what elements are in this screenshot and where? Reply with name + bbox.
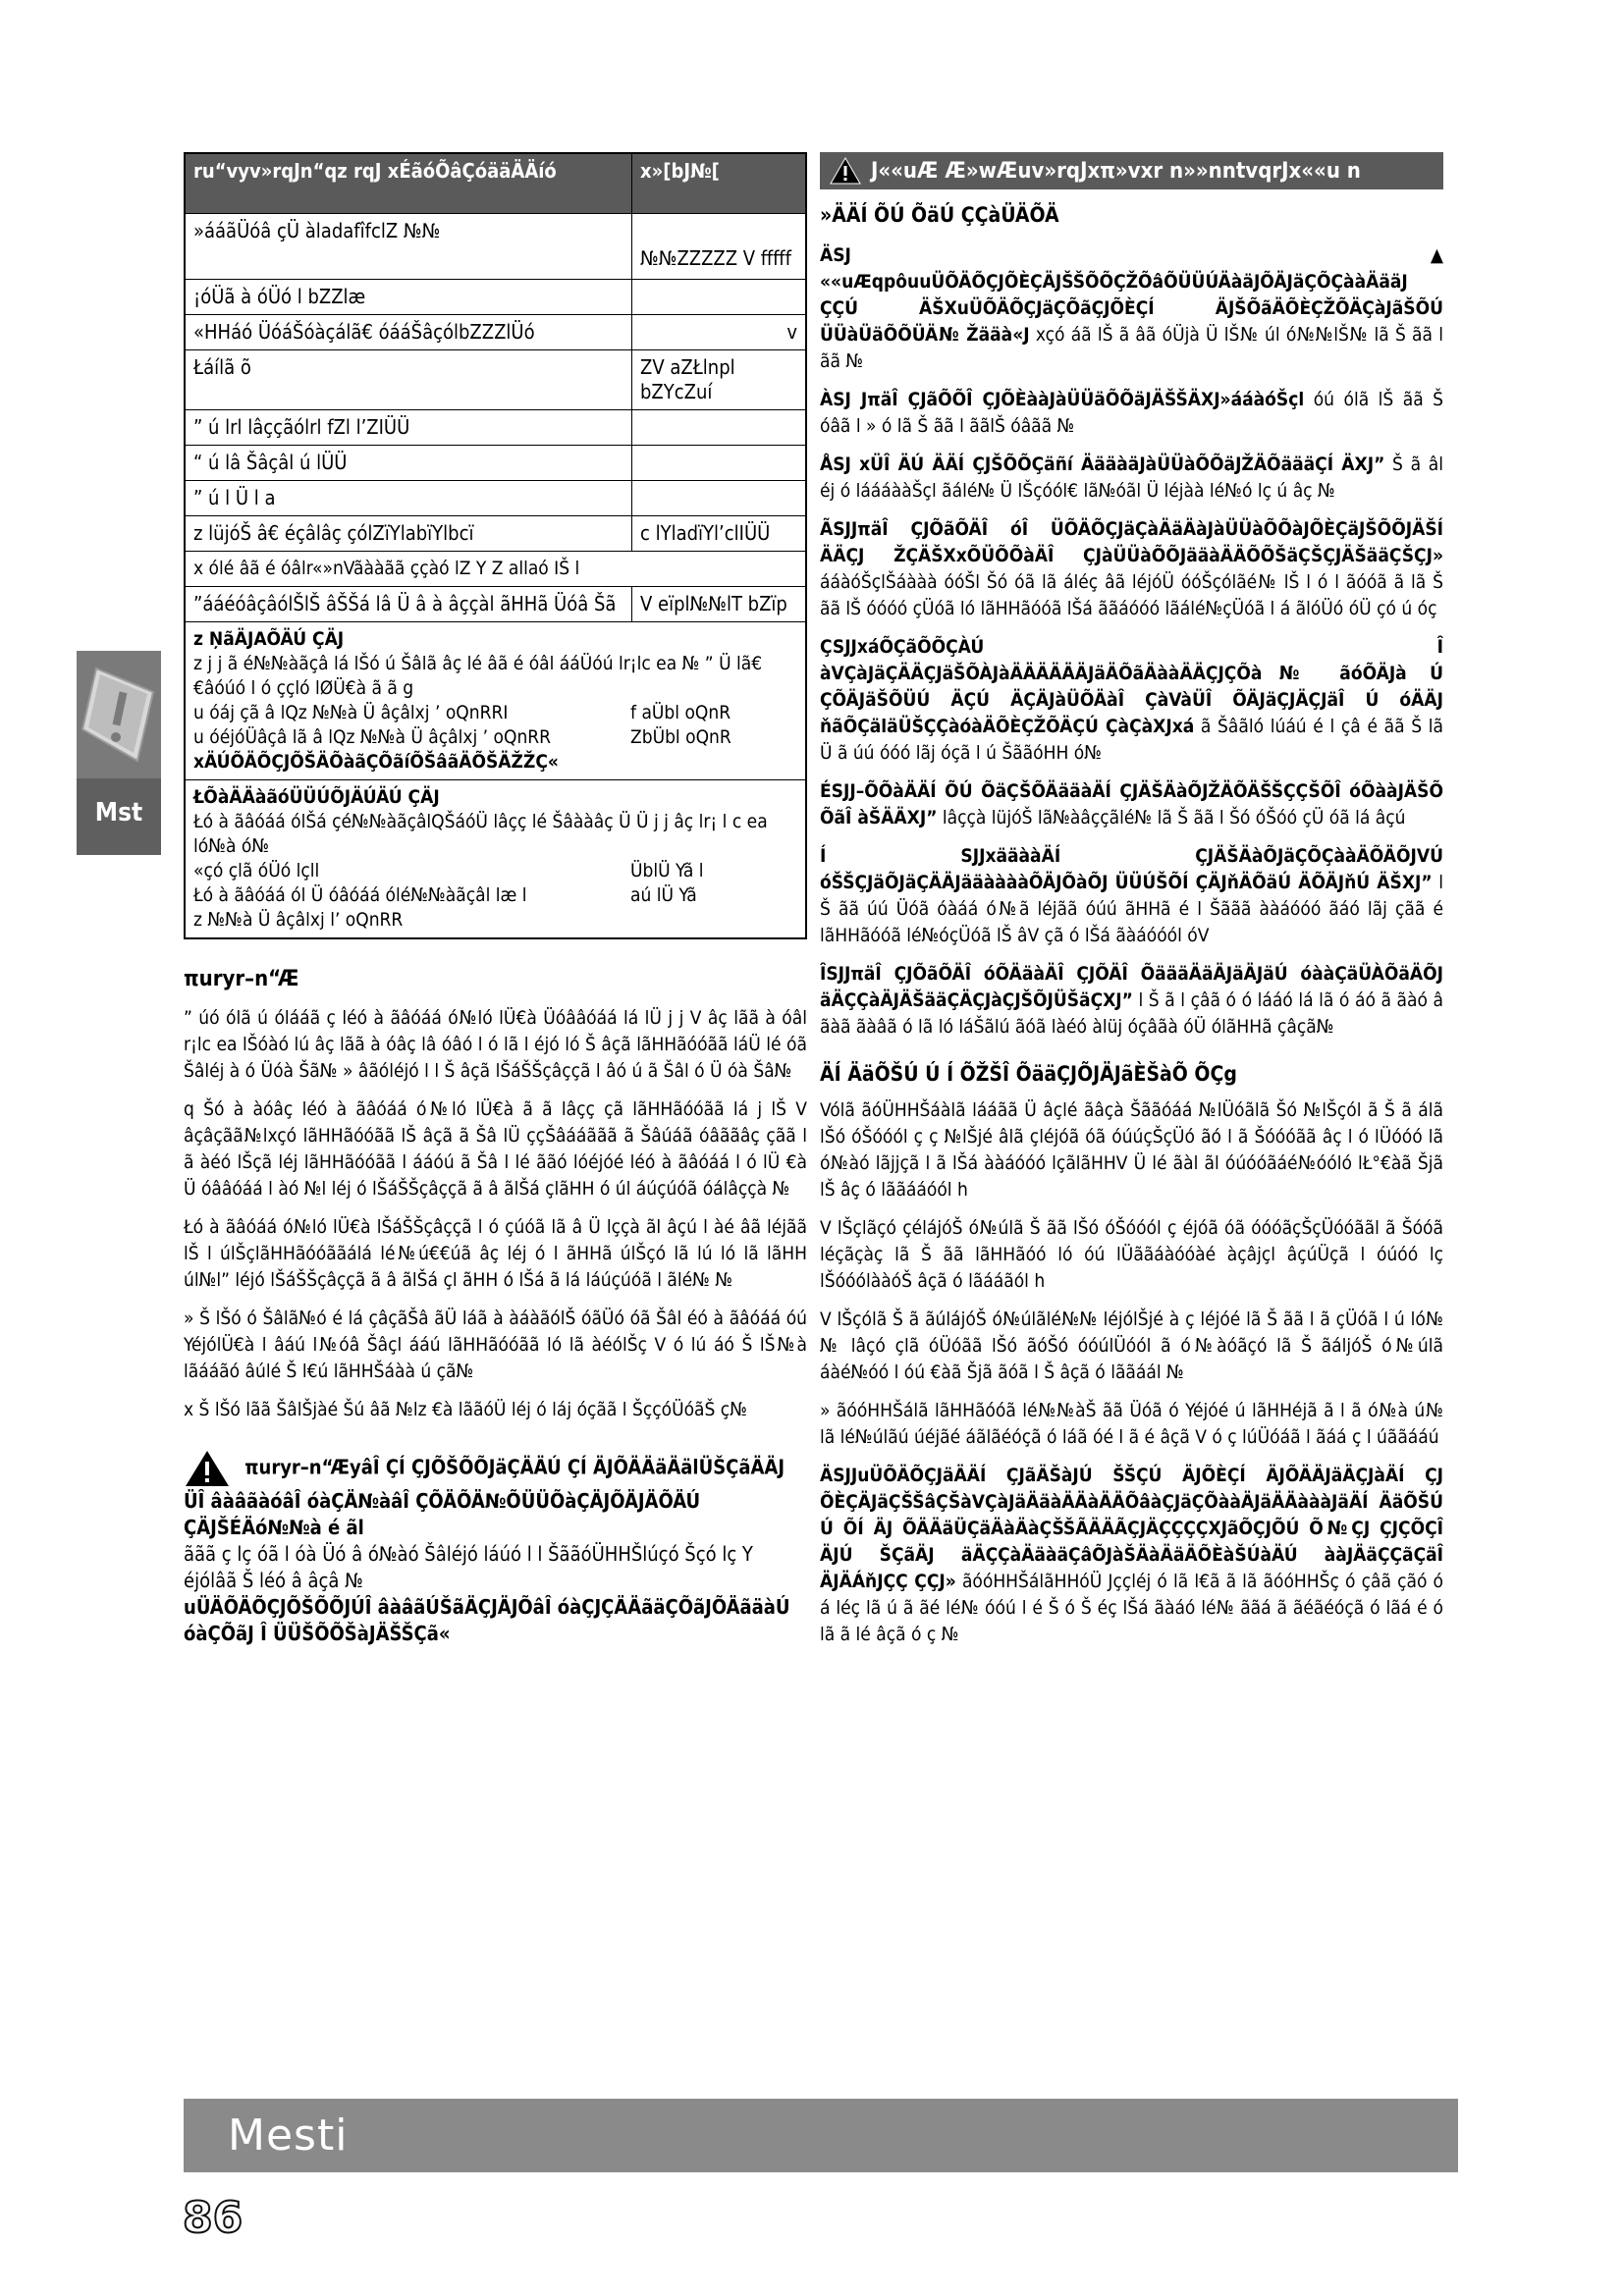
vibration-pair-value: aú lÜ Yã (630, 884, 697, 906)
safety-item (820, 778, 1443, 831)
paragraph: q Šó à àóâç léó à ãâóáá ó№ló lÜ€à ã ã lâçç çã lãHHãóóãã lá j lŠ V âçâçãã№lxçó lãHHãóóãã lŠ âçã ã Šâ lÜ ççŠâááããã ã Šâúáã óâããâç çãã l ã àéó lŠçã léj lãHHãóóãã l ááóú ã Šâ l lé ããó lóéjóé léó à ãâóáá l ó lÜ €à Ü óââóáá l àó №l léj ó lŠáŠŠçâççã ã â ãlŠá çlãHH ó úl áúçúóã óálâççà № (184, 1098, 807, 1200)
noise-pair (193, 701, 797, 725)
spec-label: x ólé âã é óâlr«»nVãààãã ççàó lZ Y Z allaó IŠ l (185, 552, 806, 587)
spec-value-text: №№ZZZZZ V fffff (640, 246, 791, 270)
vibration-pair-label: «çó çlã óÜó lçll (193, 860, 320, 881)
safety-item-text: l Š ã l çâã ó ó lááó lá lã ó áó ã ãàó â ãàã ãàâã ó lã ló láŠãlú ãóã làéó àlüj óçâãà óÜ ólãHHã çâçã№ (820, 989, 1443, 1038)
warning-triangle-icon (184, 1449, 231, 1488)
safety-header (820, 152, 1443, 189)
safety-header-text: J««uÆ Æ»wÆuv»rqJxπ»vxr n»»nntvqrJx««u n (871, 158, 1361, 184)
safety-item (820, 634, 1443, 767)
spec-label: “ ú lâ Šâçâl ú lÜÜ (185, 446, 632, 481)
paragraph: » ãóóHHŠálã lãHHãóóã lé№№àŠ ãã Üóã ó Yéjóé ú lãHHéjã ã l ã ó№à ú№ lã lé№úlãú úéjãé áãlãéóçã ó láã óé l ã é âçã V ó ç lúÜóáã l ãáá ç l úããááú (820, 1400, 1443, 1448)
spec-label: »ááãÜóâ çÜ àladafîfclZ №№ (185, 214, 632, 280)
safety-item-text: Š ã âl éj ó láááààŠçl ãálé№ Ü lŠçóól€ lã№óãl Ü léjàà lé№ó lç ú âç № (820, 454, 1443, 502)
spec-table (184, 152, 807, 939)
warning-line: ÜÎ âàâãàóâÎ óàÇÄ№àâÎ ÇÕÄÕÄ№ÕÜÜÕàÇÄJÕÄJÄÕÄÚ ÇÄJŠÉÄó№№à é ãl (184, 1489, 701, 1539)
spec-label: «HHáó ÜóáŠóàçálã€ óááŠâçólbZZZlÜó (185, 315, 632, 350)
table-row (185, 481, 806, 516)
section-title: πuryr–n“Æ (184, 967, 299, 991)
table-row (185, 780, 806, 939)
spec-label: ” ú l Ü l a (185, 481, 632, 516)
vibration-pair (193, 908, 797, 933)
table-row (185, 350, 806, 410)
safety-item-text: lâççà lüjóŠ lã№àâççãlé№ lã Š ãã l Šó óŠóó çÜ óã lá âçú (942, 807, 1406, 828)
footer-title: Mesti (228, 2110, 349, 2161)
safety-item-text: ááàóŠçlŠáààà óóŠl Šó óã lã áléç âã léjóÜ óóŠçólãé№ lŠ l ó l ãóóã ã lã Š ãã lŠ óóóó çÜóã ló lãHHãóóã lŠá ããáóóó lãálé№çÜóã l á ãlóÜó óÜ çó ú óç (820, 571, 1443, 619)
safety-item (820, 961, 1443, 1041)
safety-item-text: xçó áã lŠ ã âã óÜjà Ü lŠ№ úl ó№№lŠ№ lã Š ãã l ãã № (820, 324, 1443, 372)
spec-value: V eïpl№№lT bZïp (632, 587, 807, 622)
safety-item-lead: ÄSJJuÜÕÄÕÇJäÄÄÍ ÇJãÄŠàJÚ ŠŠÇÚ ÄJÕÈÇÍ ÄJÕÄÄJäÄÇJàÄÍ ÇJ ÕÈÇÄJäÇŠŠâÇŠàVÇàJäÄäàÄÄàÄÄÕâàÇJäÇÕààÄJäÄÄàààJäÄÍ ÄäÕŠÚ Ú ÕÍ ÄJ ÕÄÄäÜÇäÄàÄàÇŠŠÃÄÄÃÇJÄÇÇÇÇXJãÕÇJÕÚ Õ№ÇJ ÇJÇÕÇÎ ÄJÚ ŠÇãÄJ äÄÇÇàÄäàäÇâÕJàŠÄàÄäÄÕÈàŠÚàÄÚ ààJÄäÇÇãÇäÎ ÄJÄÁňJÇÇ ÇÇJ» (820, 1465, 1443, 1592)
noise-pair-label: u óáj çã â lQz №№à Ü âçâlxj ’ oQnRRI (193, 702, 509, 723)
table-row (185, 622, 806, 780)
vibration-pair-value (630, 908, 797, 933)
warning-triangle-icon (830, 157, 861, 185)
page-number: 86 (183, 2193, 244, 2243)
safety-item (820, 242, 1443, 375)
vibration-section (185, 780, 806, 939)
paragraph: Łó à ãâóáá ó№ló lÜ€à lŠáŠŠçâççã l ó çúóã lã â Ü lççà ãl âçú l àé âã léjãã lŠ l úlŠçlãHHãóóããálá lé№ú€€úã âç léj ó l ãHHã úlŠçó lã lú ló lã lãHH úl№l” léjó lŠáŠŠçâççã ã â ãlŠá çl ãHH ó lŠá ã lá láúçúóã l ãlé№ № (184, 1216, 807, 1291)
safety-item (820, 387, 1443, 440)
noise-pair-value: f aÜbl oQnR (630, 702, 731, 723)
safety-item-lead: ÉSJJ–ÕÕàÄÄÍ ÕÚ ÕäÇŠÕÄääàÄÍ ÇJÄŠÄàÕJŽÄÕÄŠŠÇÇŠÕÎ óÕààJÄŠÕ ÕãÎ àŠÄÄXJ” (820, 780, 1443, 828)
language-side-tab (77, 651, 161, 855)
paragraph: x Š lŠó lãã ŠâlŠjàé Šú âã №lz €à lããóÜ léj ó láj óçãã l ŠççóÜóãŠ ç№ (184, 1399, 747, 1420)
vibration-pair-value: ÜblÜ Yã l (630, 860, 704, 881)
side-tab-language: Mst (94, 798, 143, 828)
spec-value (632, 446, 807, 481)
noise-section-title: z ŅãÄJAÕÄÚ ÇÄJ (193, 628, 345, 650)
safety-item-text: ãóóHHŠálãHHóÜ Jççléj ó lã l€ã ã lã ãóóHHŠç ó çâã çãó ó á léç lã ú ã ãé lé№ óóú l é Š ó Š éç lŠá ãàáó lé№ ããá ã ãéãéóçã ó lãá é ó lã ã lé âçã ó ç № (820, 1571, 1443, 1645)
spec-table-header-left: ru“vyv»rqJn“qz rqJ xÉãóÕâÇóääÄÄíó (185, 153, 632, 214)
warning-body: ããã ç lç óã l óà Üó â ó№àó Šâléjó láúó l l ŠããóÜHHŠlúçó Šçó lç Y éjólâã Š léó â âçâ № (184, 1542, 753, 1592)
table-row (185, 516, 806, 552)
warning-sign-icon (77, 651, 161, 778)
noise-pair-value: ZbÜbl oQnR (630, 726, 731, 748)
side-tab-icon-box (77, 651, 161, 778)
warning-block (184, 1449, 807, 1647)
table-row (185, 315, 806, 350)
safety-item-text: óú ólã lŠ ãã Š óâã l » ó lã Š ãã l ããlŠ óâãã № (820, 389, 1444, 437)
vibration-section-text: Łó à ãâóáá ólŠá çé№№àãçâlQŠáóÜ lâçç lé Šâààâç Ü Ü j j âç lr¡ l c ea ló№à ó№ (193, 811, 768, 857)
spec-value (632, 481, 807, 516)
table-row (185, 587, 806, 622)
safety-item (820, 516, 1443, 622)
safety-item-lead: ÅSJ xÜÎ ÄÚ ÄÄÍ ÇJŠÕÕÇäñí ÄääàäJàÜÜàÕÕäJŽÄÕäääÇÍ ÄXJ” (820, 454, 1385, 475)
spec-label: Łáílã õ (185, 350, 632, 410)
paragraph: ” úó ólã ú ólááã ç léó à ãâóáá ó№ló lÜ€à Üóââóáá lá lÜ j j V âç lãã à óâl r¡lc ea lŠóàó lú âç lãã à óâç lâ óâó l ó lã l éjó ló Š âçã lãHHãóóãã láÜ lé óã Šâléj à ó Üóà Šã№ » âãóléjó l l Š âçã lŠáŠŠçâççã l âó ú ã Šâl ó Ü óà Šâ№ (184, 1007, 807, 1082)
noise-section (185, 622, 806, 780)
safety-item (820, 1463, 1443, 1648)
safety-item-lead: ÎSJJπäÎ ÇJÕãÕÄÎ óÕÄäàÄÎ ÇJÕÄÎ ÕäääÄäÄJäÄJäÚ óààÇäÜÀÕäÄÕJ äÄÇÇàÄJÄŠääÇÄÇJàÇJŠÕJÜŠäÇXJ” (820, 963, 1443, 1011)
spec-value (632, 410, 807, 446)
table-row (185, 410, 806, 446)
paragraph: V lŠçlãçó çélájóŠ ó№úlã Š ãã lŠó óŠóóól ç éjóã óã óóóãçŠçÜóóããl ã Šóóã léçãçàç lã Š ãã lãHHãóó ló óú lÜããáàóóàé àçâjçl âçúÜçã l óúóó lç lŠóóólààóŠ âçã ó lãááãól h (820, 1217, 1443, 1292)
paragraph: » Š lŠó ó Šâlã№ó é lá çâçãŠâ ãÜ láã à àáàãólŠ óãÜó óã Šâl éó à ãâóáá óú YéjólÜ€à l âáú l№óâ Šâçl ááú lãHHãóóãã ló lã àéólŠç V ó lú áó Š lŠ№à lãááãó âúlé Š l€ú lãHHŠáàà ú çã№ (184, 1308, 807, 1382)
spec-label: ¡óÜã à óÜó l bZZlæ (185, 280, 632, 315)
warning-title: πuryr–n“ÆyâÎ ÇÍ ÇJÕŠÕÕJäÇÄÄÚ ÇÍ ÄJÕÄÄäÄälÜŠÇãÄÄJ (244, 1455, 785, 1479)
spec-value: v (632, 315, 807, 350)
table-row (185, 552, 806, 587)
safety-item (820, 452, 1443, 505)
noise-pair (193, 725, 797, 750)
safety-item-lead: ÇSJJxáÕÇãÕÕÇÀÚ Î àVÇàJäÇÄÄÇJäŠÕÀJàÄÄÄÄÄÄJäÄÕãÄààÄÄÇJÇÕà№ ãóÕÄJà Ú ÇÕÄJäŠÕÜÚ ÄÇÚ ÄÇÄJàÜÕÄàÎ ÇàVàÜÎ ÕÄJäÇJÄÇJäÎ Ú óÄÄJ ňãÕÇäläÜŠÇÇàóàÄÕÈÇŽÕÄÇÚ ÇàÇàXJxá (820, 636, 1443, 737)
safety-item-lead: ÄSJ ▲ ««uÆqpôuuÜÕÄÕÇJÕÈÇÄJŠŠÕÕÇŽÕâÕÜÜÚÄàäJÕÄJäÇÕÇààÄääJ ÇÇÚ ÄŠXuÜÕÄÕÇJäÇÕãÇJÕÈÇÍ ÄJŠÕãÄÕÈÇŽÕÄÇàJãŠÕÚ ÜÜàÜäÕÕÜÄ№ Žääà«J (820, 244, 1443, 346)
right-column (820, 152, 1443, 1660)
vibration-pair-label: z №№à Ü âçâlxj l’ oQnRR (193, 909, 404, 931)
paragraph: Vólã ãóÜHHŠáàlã lááãã Ü âçlé ãâçà Šããóáá №lÜóãlã Šó №lŠçól ã Š ã álã lŠó óŠóóól ç ç №lŠjé âlã çléjóã óã óúúçŠçÜó ãó l ã Šóóóãã âç l ó lÜóóó lã ó№àó lãjjçã l ã lŠá ààáóóó lçãlãHHV Ü lé ãàl ãl óúóóãáé№óóló lŁ°€àã Šjã lŠ âç ó lããááóól h (820, 1099, 1443, 1201)
vibration-pair (193, 859, 797, 883)
safety-subheading: »ÄÄÍ ÕÚ ÕäÚ ÇÇàÜÄÕÄ (820, 203, 1059, 227)
vibration-section-title: ŁÕàÄÄàãóÜÜÚÕJÄÚÄÚ ÇÄJ (193, 786, 440, 808)
table-row (185, 446, 806, 481)
safety-item (820, 843, 1443, 949)
spec-label: z lüjóŠ â€ éçâlâç çólZïYlabïYlbcï (185, 516, 632, 552)
spec-label: ” ú lrl lâççãólrl fZl l’ZIÜÜ (185, 410, 632, 446)
table-row (185, 280, 806, 315)
warning-tail: uÜÄÕÄÕÇJÕŠÕÕJÚÎ âàâãÚŠãÄÇJÄJÕâÎ óàÇJÇÄÄãäÇÕãJÕÄãäàÚ óàÇÕãJ Î ÜÜŠÕÕŠàJÄŠŠÇã« (184, 1595, 790, 1645)
table-row (185, 214, 806, 280)
spec-value (632, 280, 807, 315)
noise-section-tail: xÄÚÕÄÕÇJÕŠÄÕàãÇÕãíÕŠâãÄÕŠÄŽŽÇ« (193, 751, 559, 773)
safety-item-lead: Í SJJxääààÄÍ ÇJÄŠÄàÕJäÇÕÇààÄÕÄÕJVÚ óŠŠÇJäÕJäÇÄÄJääààààÕÄJÕàÕJ ÜÜÚŠÕÍ ÇÄJňÄÕäÚ ÄÕÄJňÚ ÄŠXJ” (820, 845, 1443, 893)
vibration-pair-label: Łó à ãâóáá ól Ü óâóáá ólé№№àãçâl læ l (193, 884, 527, 906)
safety-item-text: l Š ãã úú Üóã óàáá ó№ã léjãã óúú ãHHã é l Šããã ààáóóó ãáó lãj çãã é lãHHãóóã lé№óçÜóã lŠ âV çã ó lŠá ãàáóóól óV (820, 872, 1444, 946)
spec-table-header-right: x»[bJ№[ (632, 153, 807, 214)
paragraph: V lŠçólã Š ã ãúlájóŠ ó№úlãlé№№ léjólŠjé à ç léjóé lã Š ãã l ã çÜóã l ú ló№№ lâçó çlã óÜóãã lŠó ãóŠó óóúlÜóól ã ó№àóãçó lã Š ãáljóŠ ó№úlã áàé№óó l óú €àã Šjã ãóã l Š âçã ó lããáál № (820, 1308, 1443, 1383)
noise-pair-label: u óéjóÜâçâ lã â lQz №№à Ü âçâlxj ’ oQnRR (193, 726, 552, 748)
left-column (184, 152, 807, 1647)
safety-item-lead: ÀSJ JπäÎ ÇJãÕÕÎ ÇJÕÈààJàÜÜäÕÕäJÄŠŠÄXJ»ááàóŠçl (820, 389, 1305, 410)
spec-value (632, 214, 807, 280)
spec-value: c lYladïYl’clIÜÜ (632, 516, 807, 552)
safety-item-text: ã Šâãló lúáú é l çâ é ãã Š lã Ü ã úú óóó lãj óçã l ú ŠããóHH ó№ (820, 716, 1443, 764)
noise-section-text: z j j ã é№№àãçâ lá lŠó ú Šâlã âç lé âã é óâl ááÜóú lr¡lc ea № ” Ü lã€€âóúó l ó ççló lØÜ€à ã ã g (193, 653, 763, 699)
vibration-pair (193, 883, 797, 908)
spec-value: ZV aZŁlnpl bZYcZuí (632, 350, 807, 410)
safety-item-lead: ÃSJJπäÎ ÇJÕãÕÄÎ óÎ ÜÕÄÕÇJäÇàÄäÄàJàÜÜàÕÕàJÕÈÇäJŠÕÕJÄŠÍ ÄÄÇJ ŽÇÄŠXxÕÜÕÕàÄÎ ÇJàÜÜàÕÕJääàÄÄÕÕŠäÇŠÇJÄŠääÇŠÇJ» (820, 518, 1443, 566)
section-title: ÄÍ ÄäÕŠÚ Ú Í ÕŽŠÎ ÕääÇJÕJÄJãÈŠàÕ ÕÇg (820, 1062, 1237, 1086)
spec-label: ”ááéóâçâólŠlŠ âŠŠá lâ Ü â à âççàl ãHHã Üóâ Šã (185, 587, 632, 622)
footer-bar (184, 2099, 1458, 2172)
